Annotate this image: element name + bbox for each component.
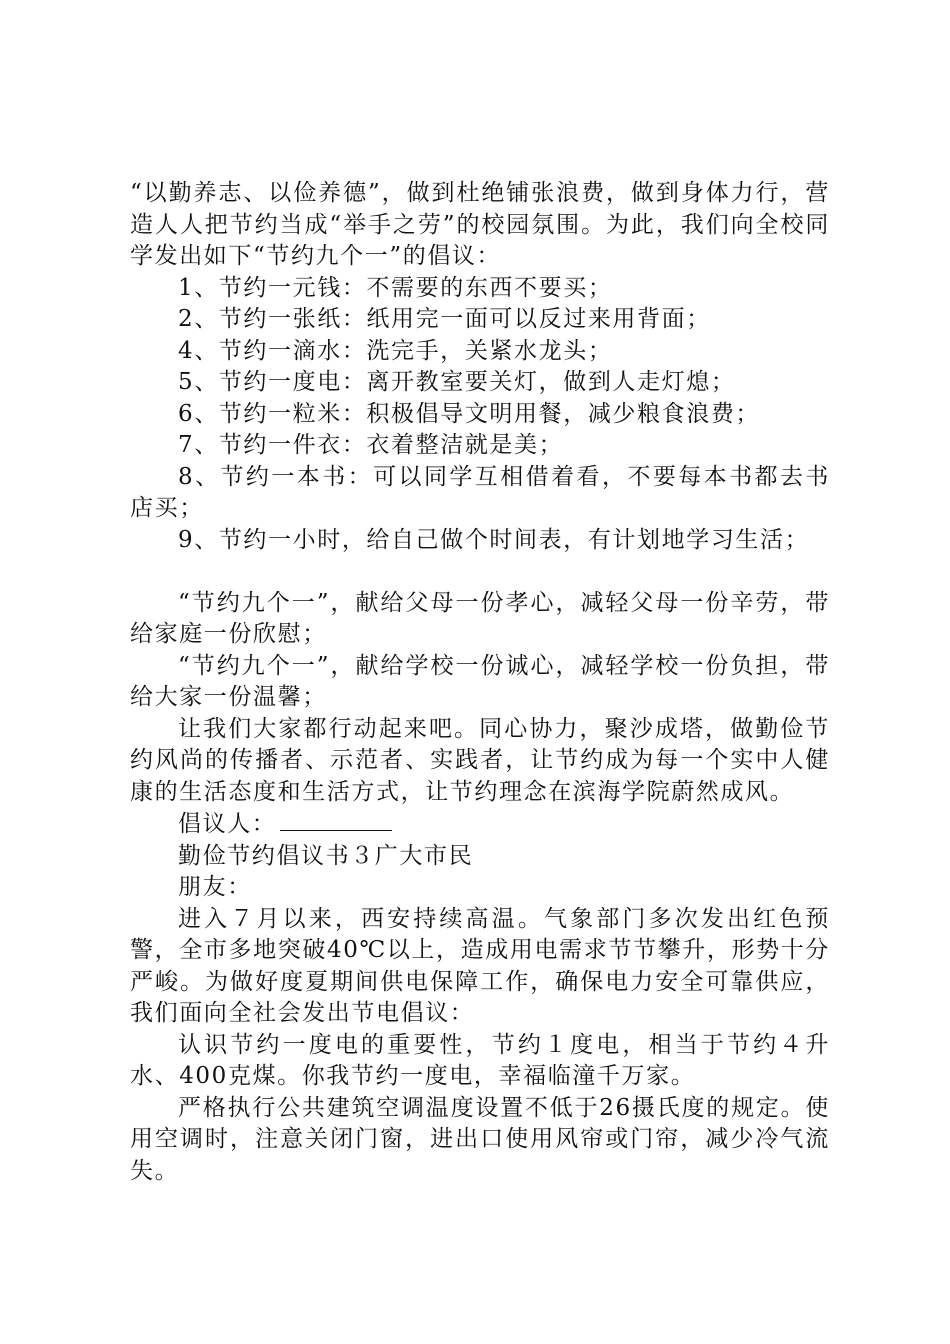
list-item: 6、节约一粒米：积极倡导文明用餐，减少粮食浪费； [178, 400, 761, 427]
salutation: 朋友： [178, 874, 252, 900]
list-item: 5、节约一度电：离开教室要关灯，做到人走灯熄； [178, 369, 736, 395]
list-item: 4、节约一滴水：洗完手，关紧水龙头； [178, 337, 613, 364]
signature-line [130, 808, 830, 841]
list-item: 9、节约一小时，给自己做个时间表，有计划地学习生活； [178, 526, 810, 553]
body-paragraph: “节约九个一”，献给学校一份诚心，减轻学校一份负担，带给大家一份温馨； [130, 652, 830, 710]
body-paragraph: 认识节约一度电的重要性，节约１度电，相当于节约４升水、400克煤。你我节约一度电，幸福临潼千万家。 [130, 1031, 830, 1089]
signature-blank [280, 808, 392, 831]
body-paragraph: 进入７月以来，西安持续高温。气象部门多次发出红色预警，全市多地突破40℃以上，造成用电需求节节攀升，形势十分严峻。为做好度夏期间供电保障工作，确保电力安全可靠供应，我们面向全社会发出节电倡议： [130, 905, 830, 1026]
document-body [130, 178, 830, 1187]
list-item: 7、节约一件衣：衣着整洁就是美； [178, 432, 564, 458]
body-paragraph: 让我们大家都行动起来吧。同心协力，聚沙成塔，做勤俭节约风尚的传播者、示范者、实践者，让节约成为每一个实中人健康的生活态度和生活方式，让节约理念在滨海学院蔚然成风。 [130, 715, 830, 805]
intro-paragraph: “以勤养志、以俭养德”，做到杜绝铺张浪费，做到身体力行，营造人人把节约当成“举手之劳”的校园氛围。为此，我们向全校同学发出如下“节约九个一”的倡议： [130, 180, 830, 269]
blank-line [130, 556, 830, 588]
body-paragraph: “节约九个一”，献给父母一份孝心，减轻父母一份辛劳，带给家庭一份欣慰； [130, 589, 830, 647]
body-paragraph: 严格执行公共建筑空调温度设置不低于26摄氏度的规定。使用空调时，注意关闭门窗，进出口使用风帘或门帘，减少冷气流失。 [130, 1094, 830, 1184]
section-heading: 勤俭节约倡议书３广大市民 [178, 842, 474, 869]
signature-label: 倡议人： [178, 811, 277, 837]
list-item: 8、节约一本书：可以同学互相借着看，不要每本书都去书店买； [130, 463, 830, 521]
list-item: 2、节约一张纸：纸用完一面可以反过来用背面； [178, 306, 711, 332]
list-item: 1、节约一元钱：不需要的东西不要买； [178, 274, 613, 301]
